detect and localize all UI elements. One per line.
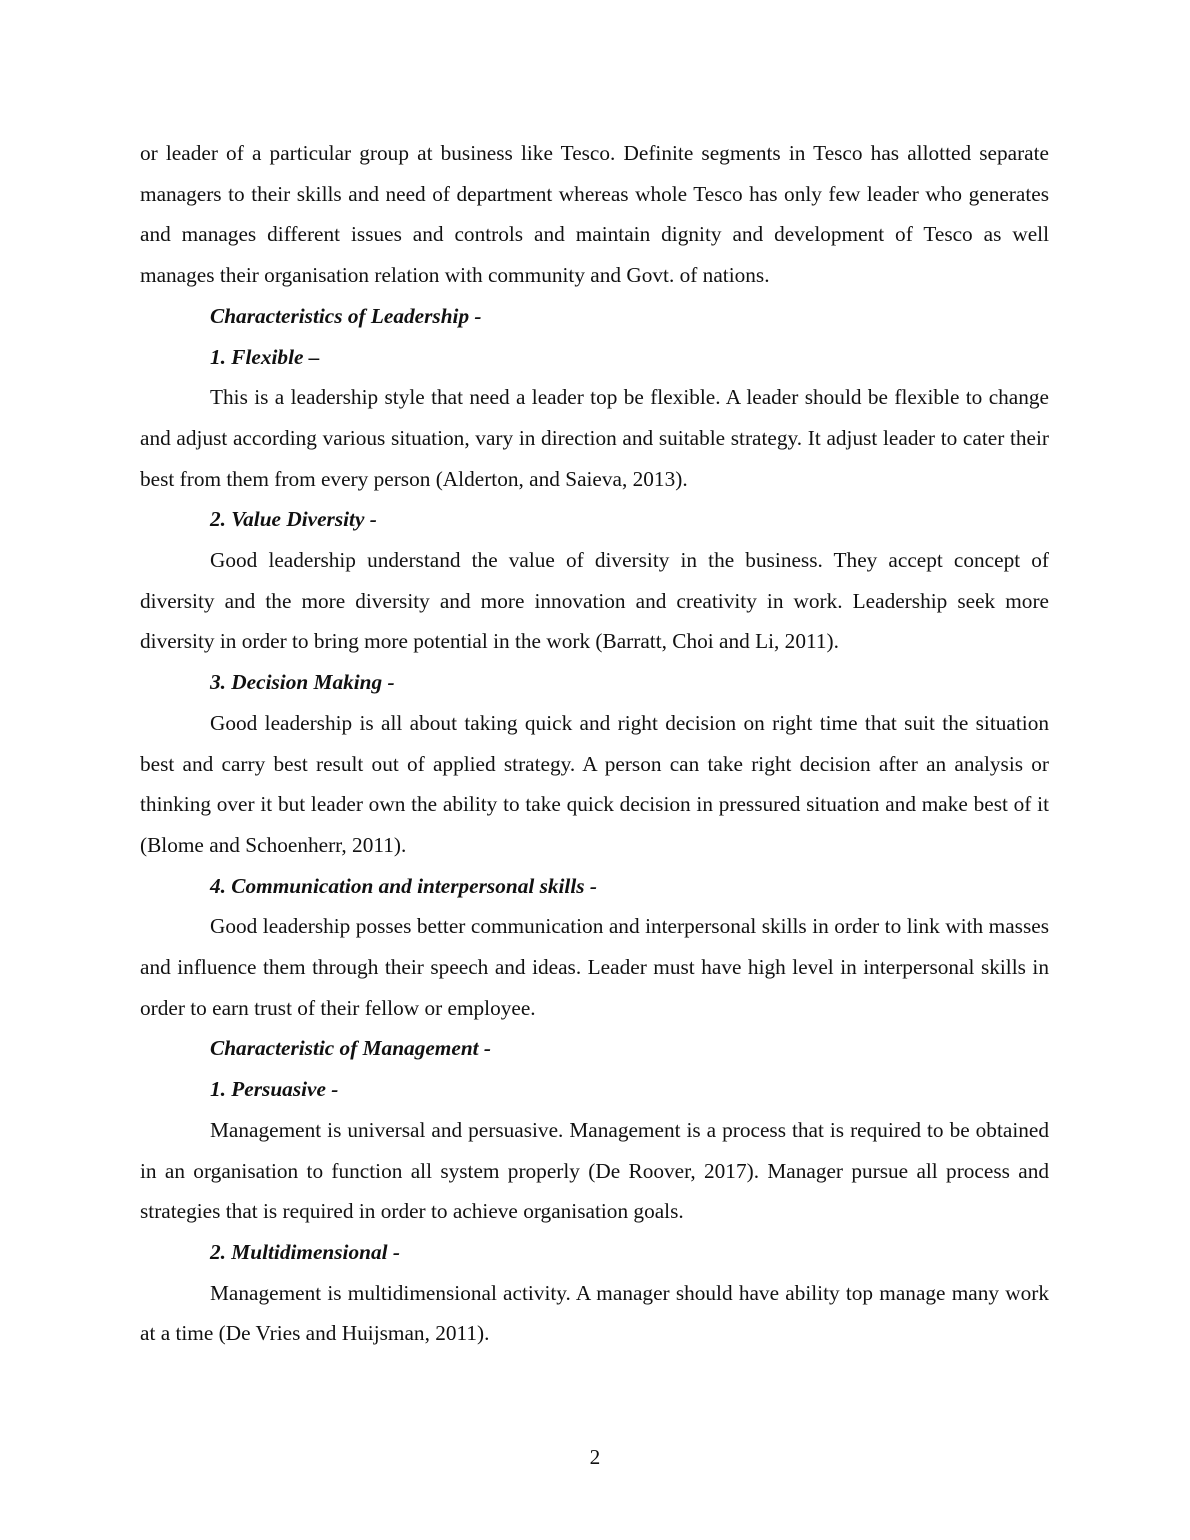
persuasive-heading: 1. Persuasive - [210, 1077, 339, 1102]
decision-heading: 3. Decision Making - [210, 670, 395, 695]
communication-paragraph: Good leadership posses better communication and interpersonal skills in order to link with masses and influence them through their speech and ideas. Leader must have high level in interpersonal skills in order to earn trust of their fellow or employee. [140, 914, 1049, 1020]
decision-paragraph: Good leadership is all about taking quick and right decision on right time that suit the situation best and carry best result out of applied strategy. A person can take right decision after an analysis or thinking over it but leader own the ability to take quick decision in pressured situation and make best of it (Blome and Schoenherr, 2011). [140, 710, 1049, 857]
diversity-paragraph: Good leadership understand the value of diversity in the business. They accept concept of diversity and the more diversity and more innovation and creativity in work. Leadership seek more diversity in order to bring more potential in the work (Barratt, Choi and Li, 2011). [140, 548, 1049, 654]
multidimensional-paragraph: Management is multidimensional activity. A manager should have ability top manage many work at a time (De Vries and Huijsman, 2011). [140, 1280, 1049, 1346]
diversity-heading: 2. Value Diversity - [210, 507, 377, 532]
communication-heading: 4. Communication and interpersonal skills - [210, 873, 597, 898]
document-page [140, 133, 1049, 1354]
page-number: 2 [589, 1445, 601, 1469]
leadership-heading: Characteristics of Leadership - [210, 303, 482, 328]
persuasive-paragraph: Management is universal and persuasive. Management is a process that is required to be obtained in an organisation to function all system properly (De Roover, 2017). Manager pursue all process and strategies that is required in order to achieve organisation goals. [140, 1117, 1049, 1224]
flexible-heading: 1. Flexible – [210, 344, 320, 369]
intro-paragraph: or leader of a particular group at business like Tesco. Definite segments in Tesco has allotted separate managers to their skills and need of department whereas whole Tesco has only few leader who generates and manages different issues and controls and maintain dignity and development of Tesco as well manages their organisation relation with community and Govt. of nations. [140, 141, 1049, 288]
management-heading: Characteristic of Management - [210, 1036, 491, 1061]
multidimensional-heading: 2. Multidimensional - [210, 1239, 400, 1264]
flexible-paragraph: This is a leadership style that need a leader top be flexible. A leader should be flexible to change and adjust according various situation, vary in direction and suitable strategy. It adjust leader to cater their best from them from every person (Alderton, and Saieva, 2013). [140, 385, 1049, 491]
